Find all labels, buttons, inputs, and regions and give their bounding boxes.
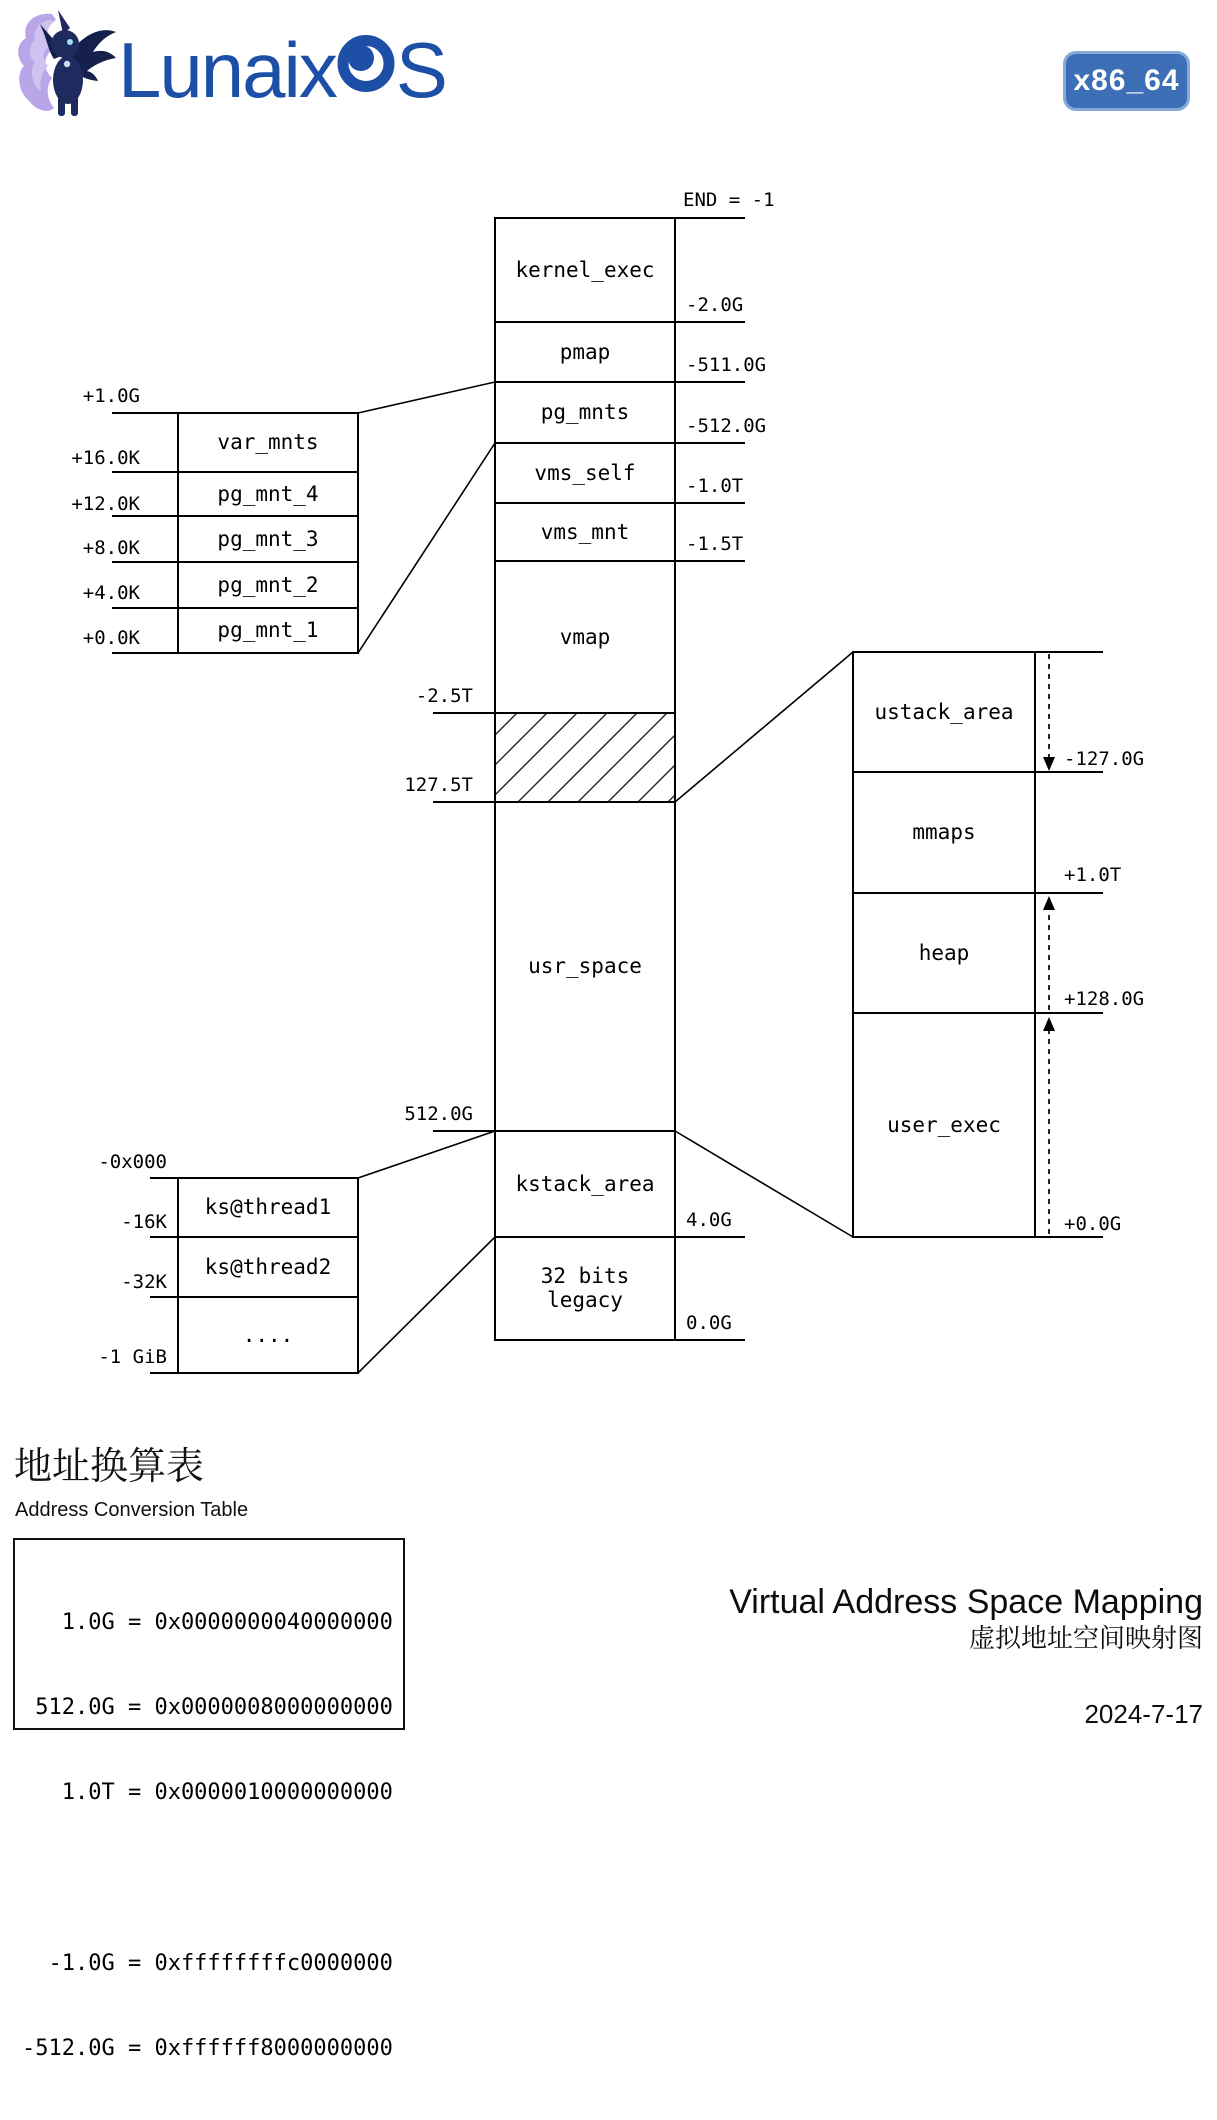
tick-plus-0g: +0.0G [1064,1213,1122,1235]
tick-minus-511g: -511.0G [686,354,767,376]
tick-minus-1-5t: -1.5T [686,533,744,555]
region-kernel-exec: kernel_exec [515,258,655,282]
conversion-row: -1.0G = 0xffffffffc0000000 [22,1950,393,1976]
conversion-row: 1.0G = 0x0000000040000000 [22,1609,393,1635]
row-pg-mnt-2: pg_mnt_2 [217,573,319,597]
row-user-exec: user_exec [887,1113,1001,1137]
arch-badge-label: x86_64 [1073,64,1180,97]
tick-minus-0x000: -0x000 [98,1151,167,1173]
arrow-up-icon [1043,896,1055,910]
region-kstack-area: kstack_area [515,1172,655,1196]
row-pg-mnt-1: pg_mnt_1 [217,618,319,642]
row-pg-mnt-3: pg_mnt_3 [217,527,319,551]
region-vms-self: vms_self [534,461,636,485]
tick-minus-2g: -2.0G [686,294,744,316]
tick-4g: 4.0G [686,1209,732,1231]
tick-plus-1g: +1.0G [82,385,140,407]
document-date: 2024-7-17 [1084,1699,1203,1729]
conversion-row: 1.0T = 0x0000010000000000 [22,1780,393,1806]
conversion-row: -512.0G = 0xffffff8000000000 [22,2035,393,2061]
region-32bit-legacy-line1: 32 bits [540,1264,630,1288]
growth-arrows [1043,654,1055,1234]
tick-plus-8k: +8.0K [82,537,140,559]
tick-512g: 512.0G [404,1103,473,1125]
tick-minus-1gib: -1 GiB [98,1346,167,1368]
region-pmap: pmap [559,340,611,364]
conversion-table-title-zh: 地址换算表 [14,1446,205,1488]
brand-text-prefix: Lunaix [118,26,336,114]
conversion-table-rows [22,1552,393,2120]
tick-minus-127g: -127.0G [1064,748,1145,770]
brand-text-suffix: S [395,26,446,114]
document-subtitle-zh: 虚拟地址空间映射图 [968,1623,1203,1653]
row-var-mnts: var_mnts [217,430,319,454]
tick-plus-128g: +128.0G [1064,988,1145,1010]
region-usr-space: usr_space [528,954,642,978]
conversion-row-spacer [22,1864,393,1892]
tick-127-5t: 127.5T [404,774,473,796]
region-pg-mnts: pg_mnts [540,400,630,424]
tick-minus-16k: -16K [121,1211,167,1233]
tick-plus-16k: +16.0K [71,447,140,469]
end-address-label: END = -1 [683,189,775,211]
tick-plus-0k: +0.0K [82,627,140,649]
tick-minus-512g: -512.0G [686,415,767,437]
tick-plus-4k: +4.0K [82,582,140,604]
row-ks-thread1: ks@thread1 [204,1195,332,1219]
region-vms-mnt: vms_mnt [540,520,630,544]
conversion-row: 512.0G = 0x0000008000000000 [22,1695,393,1721]
row-ks-more: .... [242,1323,294,1347]
row-ks-thread2: ks@thread2 [204,1255,332,1279]
tick-plus-1t: +1.0T [1064,864,1122,886]
row-mmaps: mmaps [912,820,976,844]
reserved-hole-hatch [495,713,675,802]
region-vmap: vmap [559,625,611,649]
tick-minus-1t: -1.0T [686,475,744,497]
tick-plus-12k: +12.0K [71,493,140,515]
tick-0g: 0.0G [686,1312,732,1334]
conversion-table-title-en: Address Conversion Table [15,1499,249,1521]
arrow-up-icon [1043,1017,1055,1031]
row-heap: heap [918,941,970,965]
document-title: Virtual Address Space Mapping [729,1583,1203,1621]
row-ustack-area: ustack_area [874,700,1014,724]
tick-minus-2-5t: -2.5T [415,685,473,707]
tick-minus-32k: -32K [121,1271,167,1293]
region-32bit-legacy-line2: legacy [547,1288,623,1312]
arrow-down-icon [1043,757,1055,771]
row-pg-mnt-4: pg_mnt_4 [217,482,319,506]
